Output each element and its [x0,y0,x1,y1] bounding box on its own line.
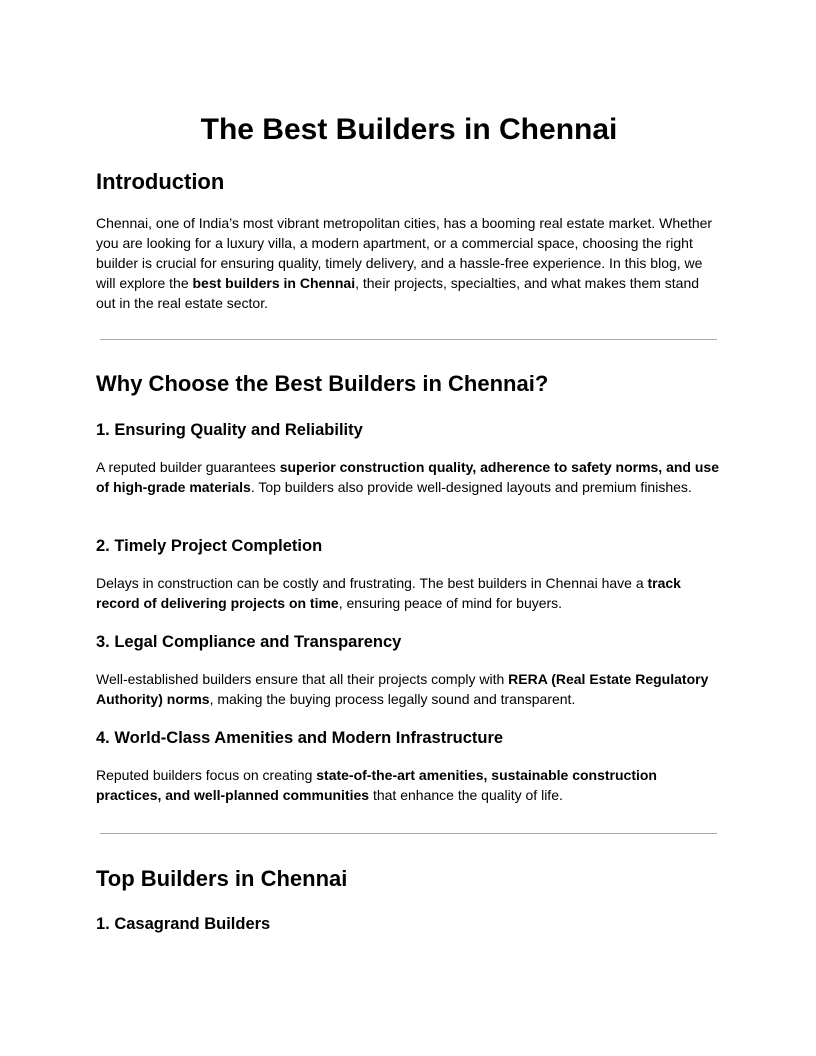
why-section-1-heading: 1. Ensuring Quality and Reliability [96,421,363,439]
why-section-3-heading: 3. Legal Compliance and Transparency [96,633,402,651]
why-section-3-text-c: , making the buying process legally sound and transparent. [209,691,576,707]
why-section-2-text-c: , ensuring peace of mind for buyers. [338,595,563,611]
why-section-4-text-bold: state-of-the-art amenities, sustainable construction practices, and well-planned communities [96,767,657,803]
why-section-4-heading: 4. World-Class Amenities and Modern Infrastructure [96,729,504,747]
why-section-2-paragraph [96,573,722,613]
why-section-1-text-bold: superior construction quality, adherence to safety norms, and use of high-grade materials [96,459,719,495]
intro-text-c: , their projects, specialties, and what makes them stand out in the real estate sector. [96,275,700,311]
why-section-3-paragraph [96,669,722,709]
why-section-3-text-a: Well-established builders ensure that all their projects comply with [96,671,509,687]
top-builders-section-1-heading: 1. Casagrand Builders [96,915,271,933]
intro-text-a: Chennai, one of India’s most vibrant metropolitan cities, has a booming real estate market. Whether you are looking for a luxury villa, a modern apartment, or a commercial space, choosing the right builder is crucial for ensuring quality, timely delivery, and a hassle-free experience. In this blog, we will explore the [96,215,713,291]
why-section-1-paragraph [96,457,722,497]
horizontal-divider [100,833,717,834]
why-section-3-text-bold: RERA (Real Estate Regulatory Authority) norms [96,671,709,707]
intro-heading: Introduction [96,169,225,194]
top-builders-heading: Top Builders in Chennai [96,866,348,891]
why-section-2-text-bold: track record of delivering projects on time [96,575,681,611]
why-section-2-heading: 2. Timely Project Completion [96,537,323,555]
why-section-4-text-a: Reputed builders focus on creating [96,767,317,783]
why-heading: Why Choose the Best Builders in Chennai? [96,371,549,396]
page-title: The Best Builders in Chennai [200,113,618,146]
why-section-2-text-a: Delays in construction can be costly and frustrating. The best builders in Chennai have a [96,575,648,591]
intro-text-bold: best builders in Chennai [192,275,356,291]
horizontal-divider [100,339,717,340]
why-section-4-text-c: that enhance the quality of life. [369,787,563,803]
why-section-1-text-a: A reputed builder guarantees [96,459,280,475]
intro-paragraph [96,213,722,313]
why-section-1-text-c: . Top builders also provide well-designed layouts and premium finishes. [250,479,692,495]
why-section-4-paragraph [96,765,722,805]
